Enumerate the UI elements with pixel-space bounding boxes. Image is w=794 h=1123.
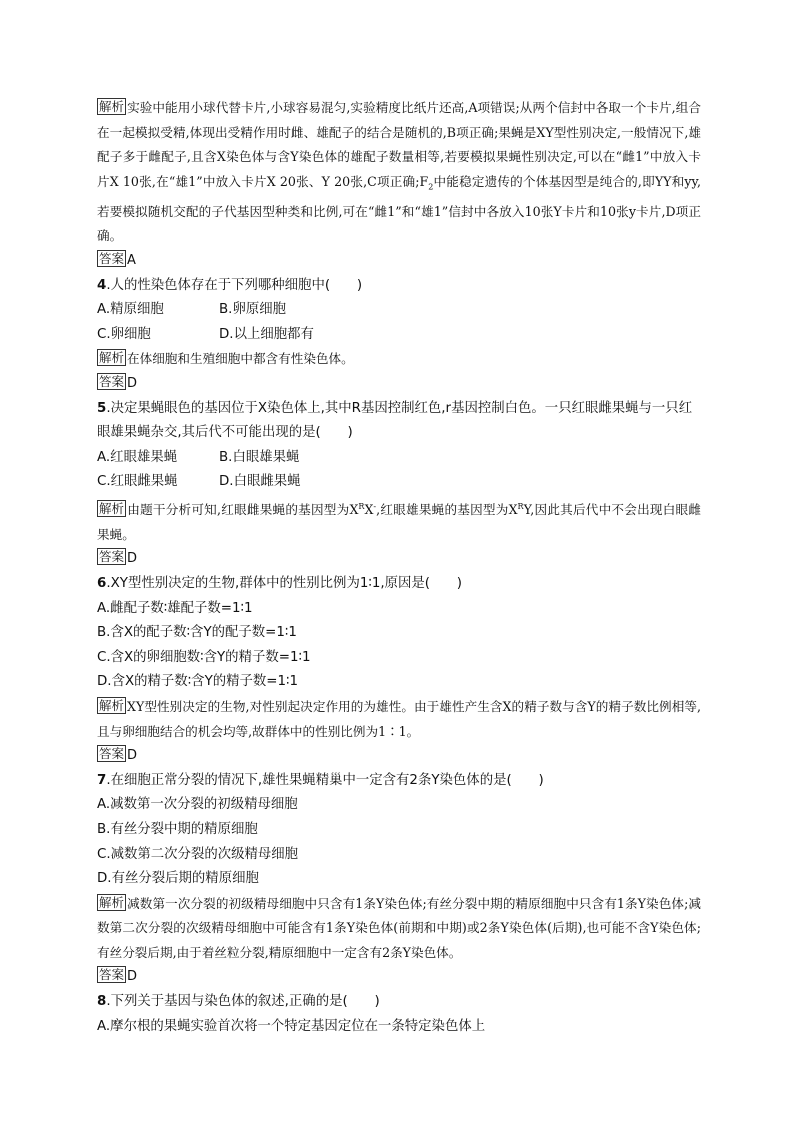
q4-options-row-1 — [97, 298, 701, 323]
q5-option-d: D.白眼雌果蝇 — [219, 474, 301, 490]
q5-options-row-2 — [97, 470, 701, 495]
q4-option-b: B.卵原细胞 — [219, 302, 287, 318]
q4-option-c: C.卵细胞 — [97, 326, 151, 342]
document-page — [97, 96, 701, 1039]
q8-option-a: A.摩尔根的果蝇实验首次将一个特定基因定位在一条特定染色体上 — [97, 1018, 486, 1034]
analysis-tag: 解析 — [99, 350, 125, 366]
q7-option-c: C.减数第二次分裂的次级精母细胞 — [97, 846, 299, 862]
q6-option-b: B.含X的配子数∶含Y的配子数=1∶1 — [97, 625, 297, 641]
q6-stem: 6.XY型性别决定的生物,群体中的性别比例为1∶1,原因是( ) — [97, 575, 463, 591]
q5-answer: 答案 D — [99, 549, 138, 567]
q7-stem: 7.在细胞正常分裂的情况下,雄性果蝇精巢中一定含有2条Y染色体的是( ) — [97, 772, 544, 788]
q5-options-row-1 — [97, 446, 701, 471]
q5-option-a: A.红眼雄果蝇 — [97, 449, 178, 465]
analysis-tag: 解析 — [99, 894, 125, 910]
q7-option-d: D.有丝分裂后期的精原细胞 — [97, 871, 259, 887]
q3-answer: 答案 A — [99, 251, 136, 269]
q6-option-a: A.雌配子数∶雄配子数=1∶1 — [97, 600, 253, 616]
q7-answer: 答案 D — [99, 967, 138, 985]
q4-stem: 4.人的性染色体存在于下列哪种细胞中( ) — [97, 277, 363, 293]
analysis-tag: 解析 — [99, 697, 125, 713]
q6-option-d: D.含X的精子数∶含Y的精子数=1∶1 — [97, 674, 299, 690]
q7-analysis: 解析 减数第一次分裂的初级精母细胞中只含有1条Y染色体;有丝分裂中期的精原细胞中只含有1条Y染色体;减数第二次分裂的次级精母细胞中可能含有1条Y染色体(前期和中期)或2条Y染色体(后期),也可能不含Y染色体;有丝分裂后期,由于着丝粒分裂,精原细胞中一定含有2条Y染色体。 — [97, 894, 701, 960]
q5-stem: 5.决定果蝇眼色的基因位于X染色体上,其中R基因控制红色,r基因控制白色。一只红眼雌果蝇与一只红眼雄果蝇杂交,其后代不可能出现的是( ) — [97, 400, 693, 441]
answer-tag: 答案 — [99, 967, 125, 983]
q4-option-d: D.以上细胞都有 — [219, 326, 314, 342]
q6-answer: 答案 D — [99, 746, 138, 764]
q7-option-b: B.有丝分裂中期的精原细胞 — [97, 821, 258, 837]
answer-tag: 答案 — [99, 746, 125, 762]
q6-analysis: 解析 XY型性别决定的生物,对性别起决定作用的为雄性。由于雄性产生含X的精子数与含Y的精子数比例相等,且与卵细胞结合的机会均等,故群体中的性别比例为1∶1。 — [97, 697, 701, 739]
q6-option-c: C.含X的卵细胞数∶含Y的精子数=1∶1 — [97, 649, 311, 665]
q5-option-c: C.红眼雌果蝇 — [97, 474, 178, 490]
q7-option-a: A.减数第一次分裂的初级精母细胞 — [97, 797, 298, 813]
q4-option-a: A.精原细胞 — [97, 302, 164, 318]
q5-option-b: B.白眼雄果蝇 — [219, 449, 300, 465]
answer-tag: 答案 — [99, 374, 125, 390]
q8-stem: 8.下列关于基因与染色体的叙述,正确的是( ) — [97, 994, 380, 1010]
answer-tag: 答案 — [99, 251, 125, 267]
q4-answer: 答案 D — [99, 374, 138, 392]
answer-tag: 答案 — [99, 549, 125, 565]
q5-analysis: 解析 由题干分析可知,红眼雌果蝇的基因型为$X^RX^-$,红眼雄果蝇的基因型为$X^RY$,因此其后代中不会出现白眼雌果蝇。 — [97, 501, 701, 542]
analysis-tag: 解析 — [99, 99, 125, 114]
q4-options-row-2 — [97, 323, 701, 348]
q4-analysis: 解析 在体细胞和生殖细胞中都含有性染色体。 — [99, 350, 354, 367]
analysis-tag: 解析 — [99, 501, 125, 517]
q3-analysis: 解析 实验中能用小球代替卡片,小球容易混匀,实验精度比纸片还高,A项错误;从两个信封中各取一个卡片,组合在一起模拟受精,体现出受精作用时雌、雄配子的结合是随机的,B项正确;果蝇是XY型性别决定,一般情况下,雄配子多于雌配子,且含X染色体与含Y染色体的雄配子数量相等,若要模拟果蝇性别决定,可以在“雌1”中放入卡片X 10张,在“雄1”中放入卡片X 20张、Y 20张,C项正确$;F_2$中能稳定遗传的个体基因型是纯合的,即YY和yy,若要模拟随机交配的子代基因型种类和比例,可在“雌1”和“雄1”信封中各放入10张Y卡片和10张y卡片,D项正确。 — [97, 99, 701, 244]
